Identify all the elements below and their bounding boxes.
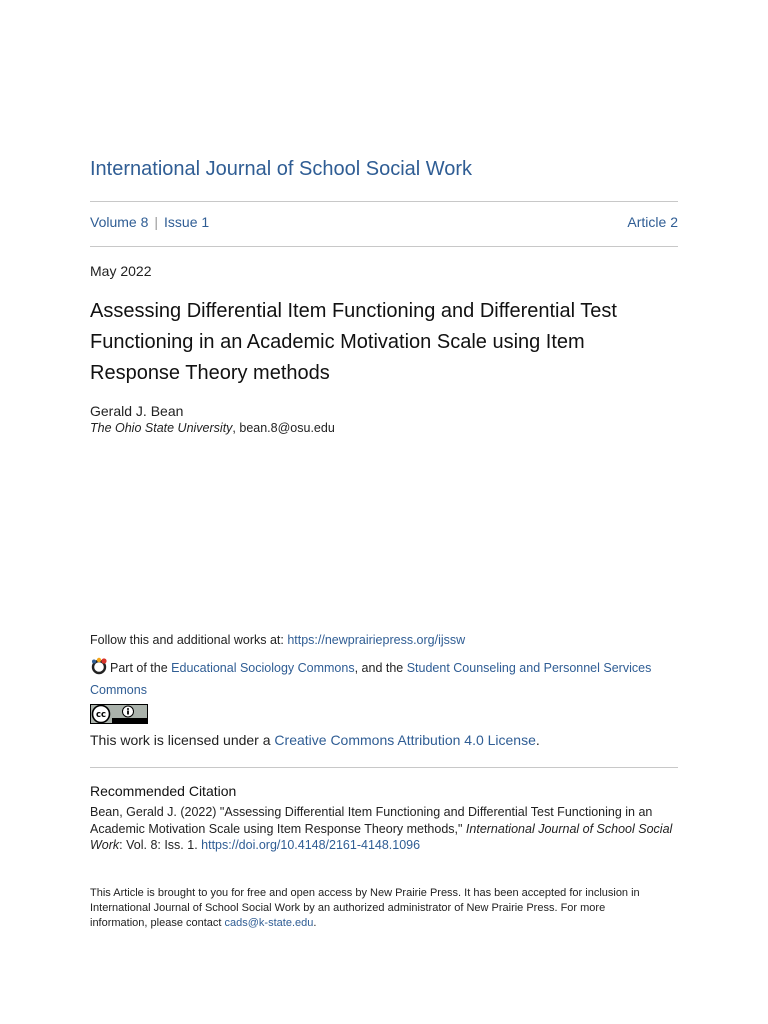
citation-body: Bean, Gerald J. (2022) "Assessing Differential Item Functioning and Differential Test Functioning in an Academic Motivation Scale using Item Response Theory methods," <box>90 805 653 836</box>
citation-heading: Recommended Citation <box>90 783 237 799</box>
follow-line <box>90 633 465 647</box>
article-title: Assessing Differential Item Functioning and Differential Test Functioning in an Academic Motivation Scale using Item Response Theory methods <box>90 300 617 384</box>
follow-label: Follow this and additional works at: <box>90 633 288 647</box>
citation-text <box>90 804 678 854</box>
partof-middle: , and the <box>354 661 407 675</box>
license-suffix: . <box>535 732 540 748</box>
svg-text:cc: cc <box>95 710 107 721</box>
license-link[interactable]: Creative Commons Attribution 4.0 License <box>274 732 536 748</box>
volume-link[interactable]: Volume 8 <box>90 214 149 230</box>
doi-link[interactable]: https://doi.org/10.4148/2161-4148.1096 <box>201 838 421 852</box>
affiliation-name: The Ohio State University <box>90 421 233 435</box>
partof-prefix: Part of the <box>110 661 172 675</box>
article-link[interactable]: Article 2 <box>627 214 678 230</box>
journal-title[interactable]: International Journal of School Social Work <box>90 158 473 180</box>
author-affiliation <box>90 421 335 435</box>
network-icon <box>90 657 108 675</box>
divider <box>90 246 678 247</box>
issue-link[interactable]: Issue 1 <box>164 214 210 230</box>
citation-volume: : Vol. 8: Iss. 1. <box>119 838 202 852</box>
publication-date: May 2022 <box>90 263 152 279</box>
author-name: Gerald J. Bean <box>90 403 184 419</box>
footer-text: This Article is brought to you for free and open access by New Prairie Press. It has been accepted for inclusion in International Journal of School Social Work by an authorized administrator of New Prairie Press. For more information, please contact <box>90 887 640 929</box>
divider <box>90 767 678 768</box>
part-of-line <box>90 657 678 701</box>
footer-notice <box>90 886 665 931</box>
contact-email-link[interactable]: cads@k-state.edu <box>224 917 314 929</box>
author-email: , bean.8@osu.edu <box>232 421 335 435</box>
educational-sociology-link[interactable]: Educational Sociology Commons <box>171 661 355 675</box>
divider <box>90 201 678 202</box>
separator: | <box>154 214 159 230</box>
student-counseling-link[interactable]: Student Counseling and Personnel Services Commons <box>90 661 652 697</box>
citation-journal: International Journal of School Social Work <box>90 821 673 852</box>
cc-by-icon[interactable] <box>90 704 148 724</box>
issue-row <box>90 214 678 230</box>
follow-url-link[interactable]: https://newprairiepress.org/ijssw <box>287 633 466 647</box>
license-prefix: This work is licensed under a <box>90 732 275 748</box>
license-line <box>90 732 540 748</box>
footer-suffix: . <box>313 917 317 929</box>
